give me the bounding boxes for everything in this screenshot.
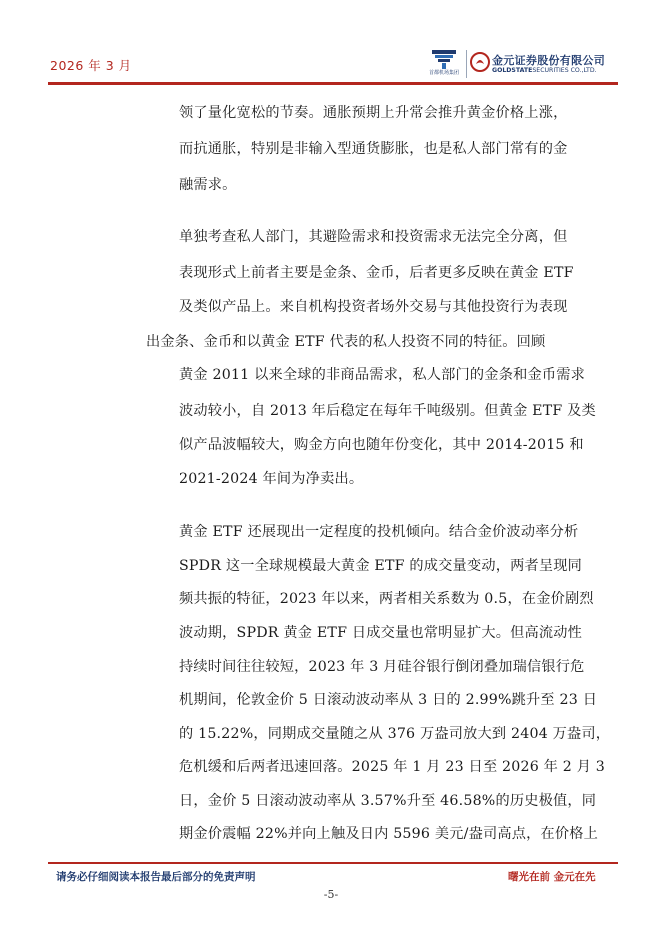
body-line: 表现形式上前者主要是金条、金币，后者更多反映在黄金 ETF [179, 265, 574, 281]
company-name-en [492, 67, 597, 74]
capital-airports-text: 首都机场集团 [428, 70, 459, 76]
report-date: 2026 年 3 月 [50, 58, 132, 73]
body-line: SPDR 这一全球规模最大黄金 ETF 的成交量变动，两者呈现同 [179, 558, 583, 574]
body-line: 2021-2024 年间为净卖出。 [179, 471, 364, 487]
body-line: 危机缓和后两者迅速回落。2025 年 1 月 23 日至 2026 年 2 月 3 [179, 759, 606, 775]
company-name-en-bold: GOLDSTATE [492, 67, 533, 74]
body-line: 的 15.22%，同期成交量随之从 376 万盎司放大到 2404 万盎司， [179, 726, 611, 742]
header-rule [48, 82, 618, 85]
capital-airports-icon [429, 48, 459, 70]
body-line: 波动较小，自 2013 年后稳定在每年千吨级别。但黄金 ETF 及类 [179, 403, 596, 419]
page-header [0, 0, 662, 86]
body-line: 似产品波幅较大，购金方向也随年份变化，其中 2014-2015 和 [179, 437, 584, 453]
body-line: 波动期，SPDR 黄金 ETF 日成交量也常明显扩大。但高流动性 [179, 625, 583, 641]
body-line: 及类似产品上。来自机构投资者场外交易与其他投资行为表现 [179, 299, 568, 315]
body-line: 领了量化宽松的节奏。通胀预期上升常会推升黄金价格上涨， [179, 105, 568, 121]
goldstate-logo [470, 50, 630, 80]
disclaimer-text: 请务必仔细阅读本报告最后部分的免责声明 [56, 871, 256, 883]
body-line: 黄金 ETF 还展现出一定程度的投机倾向。结合金价波动率分析 [179, 524, 579, 540]
company-slogan: 曙光在前 金元在先 [508, 871, 596, 883]
body-line: 黄金 2011 以来全球的非商品需求，私人部门的金条和金币需求 [179, 367, 586, 383]
logo-divider [466, 50, 467, 78]
body-line: 而抗通胀，特别是非输入型通货膨胀，也是私人部门常有的金 [179, 141, 568, 157]
company-name-cn: 金元证券股份有限公司 [492, 54, 605, 67]
body-line: 期金价震幅 22%并向上触及日内 5596 美元/盎司高点，在价格上 [179, 826, 599, 842]
body-line: 机期间，伦敦金价 5 日滚动波动率从 3 日的 2.99%跳升至 23 日 [179, 692, 598, 708]
goldstate-emblem-icon [470, 52, 490, 72]
footer-rule [48, 862, 618, 864]
page-number: -5- [323, 888, 339, 901]
company-name-en-rest: SECURITIES CO.,LTD. [532, 67, 597, 74]
capital-airports-logo [424, 48, 464, 82]
body-line: 出金条、金币和以黄金 ETF 代表的私人投资不同的特征。回顾 [146, 334, 546, 350]
body-line: 单独考查私人部门，其避险需求和投资需求无法完全分离，但 [179, 229, 568, 245]
body-line: 融需求。 [179, 177, 237, 193]
body-line: 频共振的特征，2023 年以来，两者相关系数为 0.5，在金价剧烈 [179, 591, 594, 607]
body-line: 持续时间往往较短，2023 年 3 月硅谷银行倒闭叠加瑞信银行危 [179, 659, 585, 675]
body-line: 日，金价 5 日滚动波动率从 3.57%升至 46.58%的历史极值，同 [179, 793, 597, 809]
